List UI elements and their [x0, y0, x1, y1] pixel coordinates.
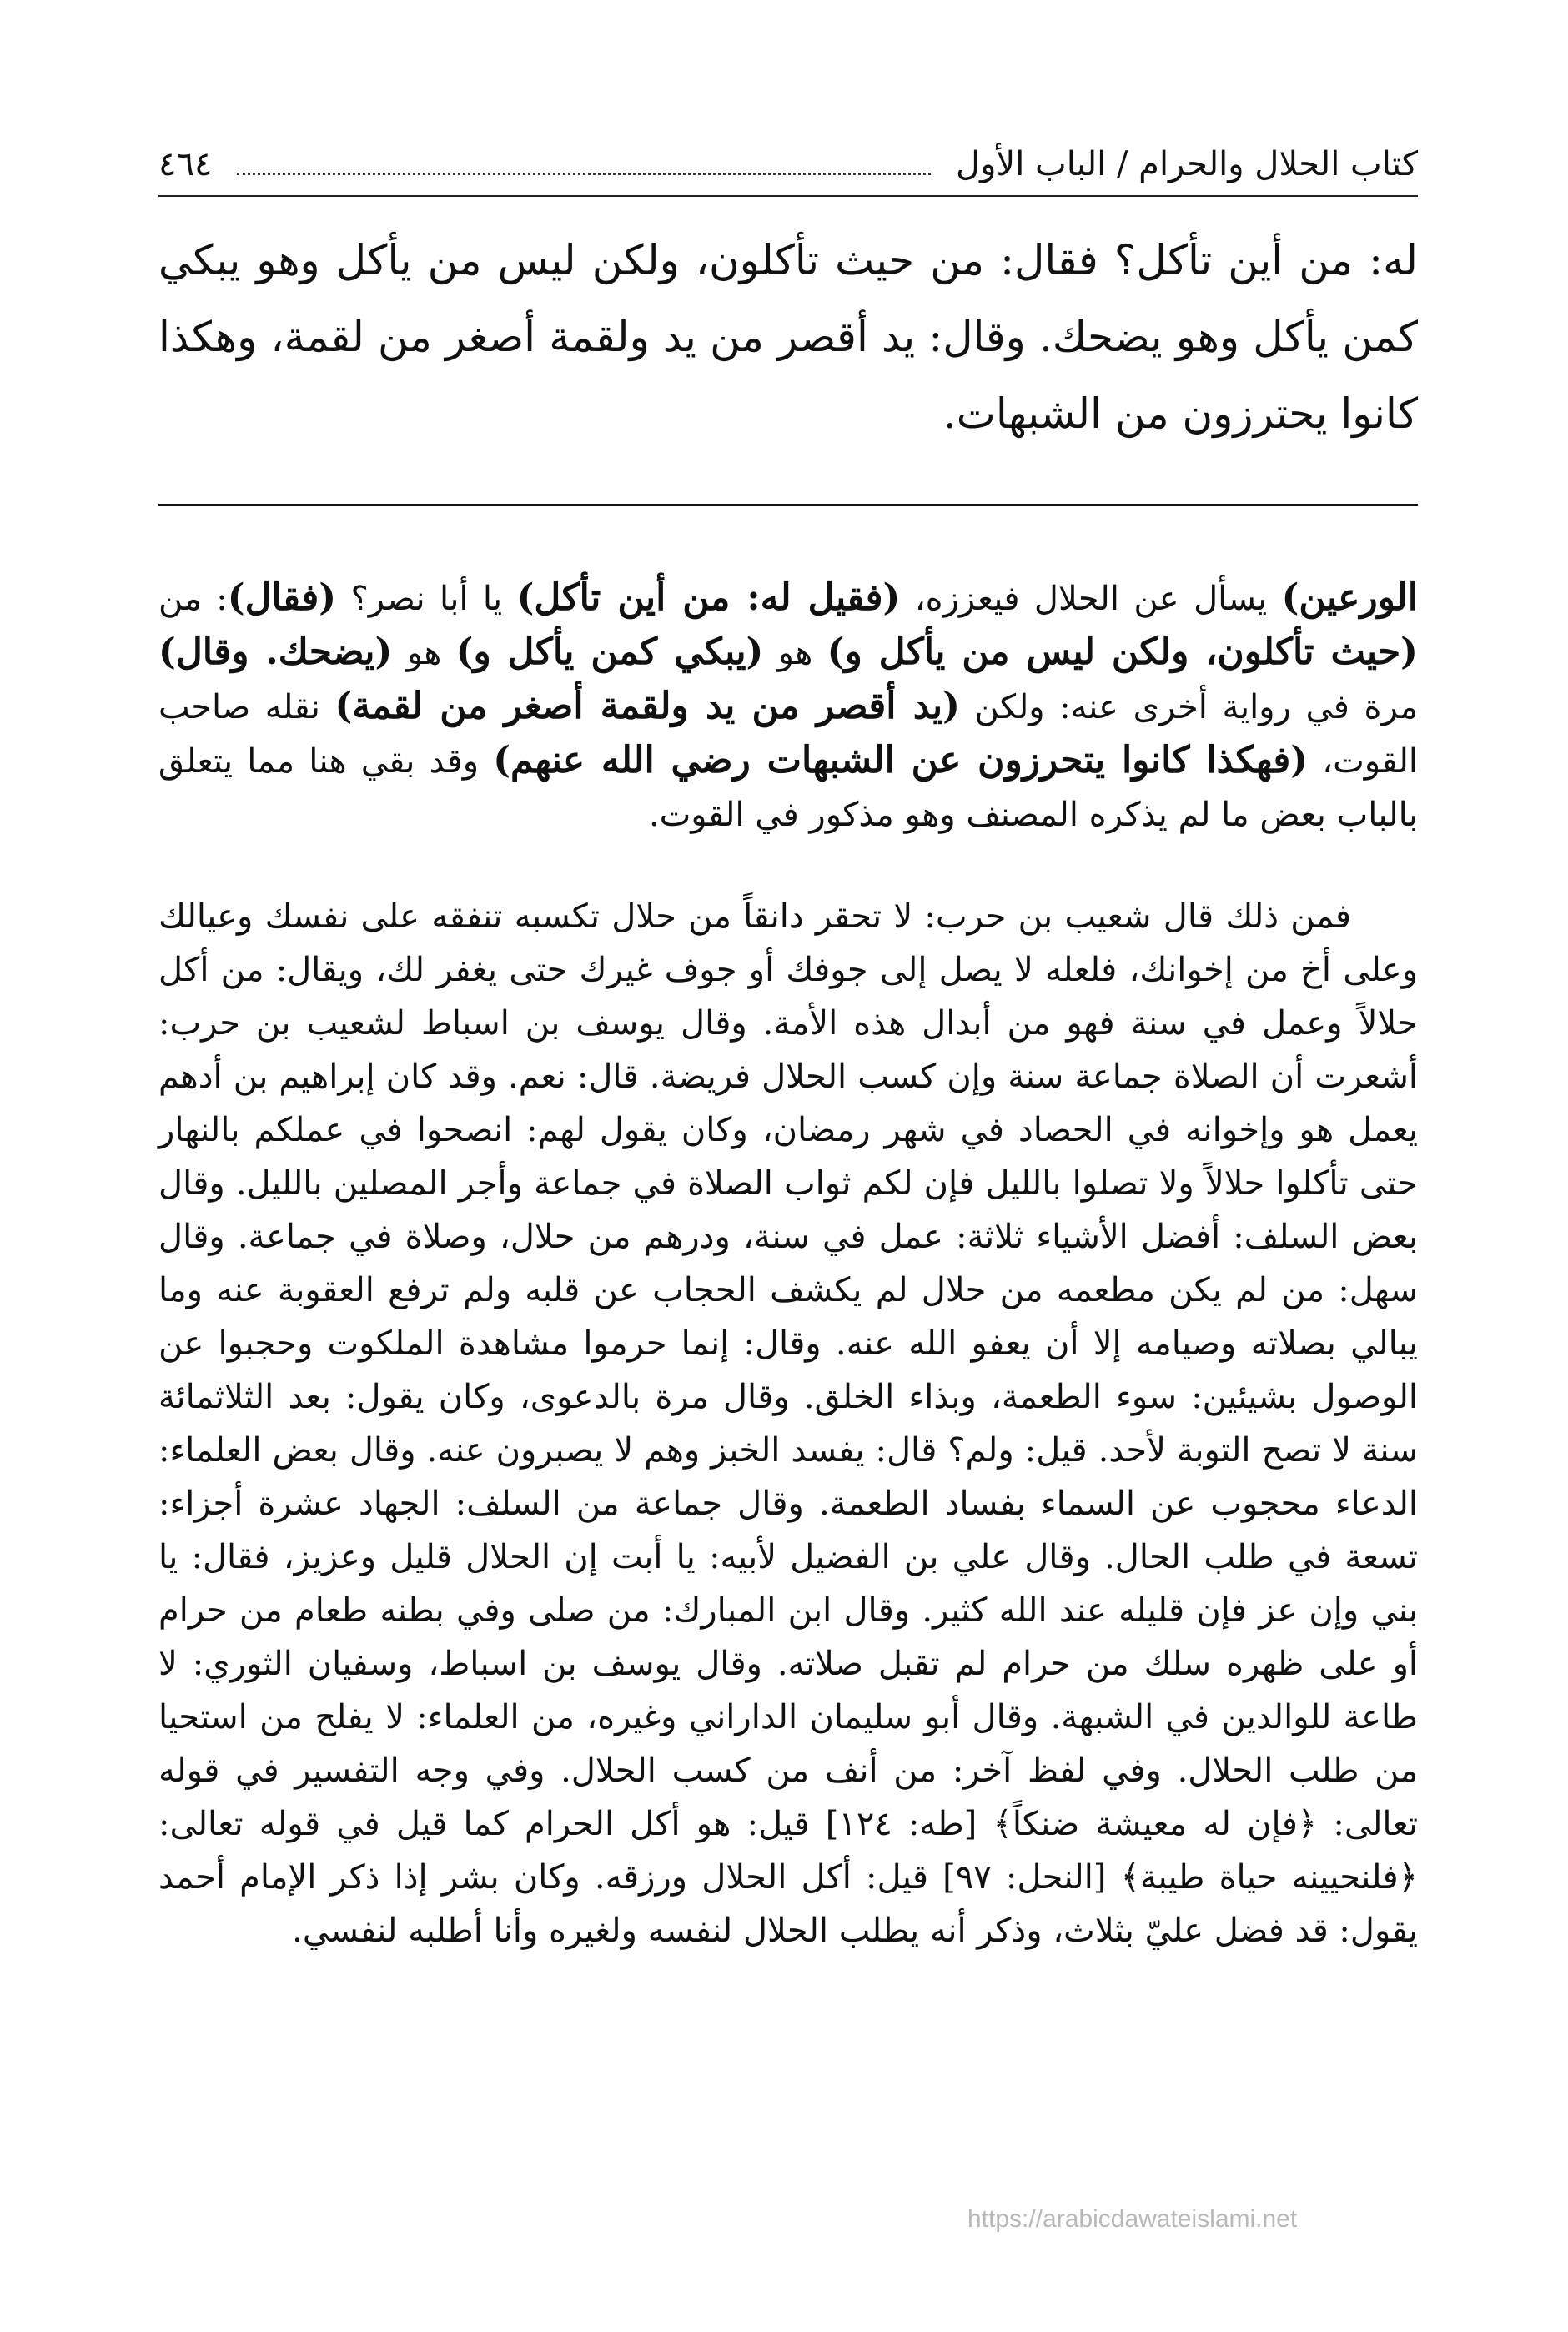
commentary-gloss: وقد بقي هنا مما يتعلق بالباب بعض ما لم يذكره المصنف وهو مذكور في القوت.	[158, 742, 1418, 834]
commentary-quote: (فقيل له: من أين تأكل)	[516, 576, 901, 619]
commentary-paragraph-1	[158, 571, 1418, 842]
commentary	[158, 571, 1418, 1958]
commentary-gloss: يا أبا نصر؟	[336, 580, 517, 618]
commentary-gloss: يسأل عن الحلال فيعززه،	[900, 580, 1282, 618]
page-header	[158, 125, 1418, 197]
commentary-quote: (فهكذا كانوا يتحرزون عن الشبهات رضي الله عنهم)	[493, 739, 1309, 782]
commentary-gloss: نقله صاحب القوت،	[158, 688, 1418, 781]
main-text: له: من أين تأكل؟ فقال: من حيث تأكلون، ولكن ليس من يأكل وهو يبكي كمن يأكل وهو يضحك. وقال: يد أقصر من يد ولقمة أصغر من لقمة، وهكذا كانوا يحترزون من الشبهات.	[158, 236, 1418, 438]
commentary-gloss: هو	[392, 634, 456, 672]
header-leader-dots	[237, 172, 931, 175]
commentary-quote: الورعين)	[1281, 576, 1419, 619]
commentary-quote: (يد أقصر من يد ولقمة أصغر من لقمة)	[334, 685, 960, 727]
commentary-gloss: هو	[763, 634, 827, 672]
commentary-quote: (حيث تأكلون، ولكن ليس من يأكل و)	[827, 631, 1418, 673]
commentary-quote: (يضحك. وقال)	[158, 631, 393, 673]
running-title: كتاب الحلال والحرام / الباب الأول	[956, 145, 1418, 183]
separator-rule	[158, 504, 1418, 506]
commentary-gloss: مرة في رواية أخرى عنه: ولكن	[959, 688, 1418, 726]
commentary-paragraph-2: فمن ذلك قال شعيب بن حرب: لا تحقر دانقاً من حلال تكسبه تنفقه على نفسك وعيالك وعلى أخ من إخوانك، فلعله لا يصل إلى جوفك أو جوف غيرك حتى يغفر لك، ويقال: من أكل حلالاً وعمل في سنة فهو من أبدال هذه الأمة. وقال يوسف بن اسباط لشعيب بن حرب: أشعرت أن الصلاة جماعة سنة وإن كسب الحلال فريضة. قال: نعم. وقد كان إبراهيم بن أدهم يعمل هو وإخوانه في الحصاد في شهر رمضان، وكان يقول لهم: انصحوا في عملكم بالنهار حتى تأكلوا حلالاً ولا تصلوا بالليل فإن لكم ثواب الصلاة في جماعة وأجر المصلين بالليل. وقال بعض السلف: أفضل الأشياء ثلاثة: عمل في سنة، ودرهم من حلال، وصلاة في جماعة. وقال سهل: من لم يكن مطعمه من حلال لم يكشف الحجاب عن قلبه ولم ترفع العقوبة عنه وما يبالي بصلاته وصيامه إلا أن يعفو الله عنه. وقال: إنما حرموا مشاهدة الملكوت وحجبوا عن الوصول بشيئين: سوء الطعمة، وبذاء الخلق. وقال مرة بالدعوى، وكان يقول: بعد الثلاثمائة سنة لا تصح التوبة لأحد. قيل: ولم؟ قال: يفسد الخبز وهم لا يصبرون عنه. وقال بعض العلماء: الدعاء محجوب عن السماء بفساد الطعمة. وقال جماعة من السلف: الجهاد عشرة أجزاء: تسعة في طلب الحال. وقال علي بن الفضيل لأبيه: يا أبت إن الحلال قليل وعزيز، فقال: يا بني وإن عز فإن قليله عند الله كثير. وقال ابن المبارك: من صلى وفي بطنه طعام من حرام أو على ظهره سلك من حرام لم تقبل صلاته. وقال يوسف بن اسباط، وسفيان الثوري: لا طاعة للوالدين في الشبهة. وقال أبو سليمان الداراني وغيره، من العلماء: لا يفلح من استحيا من طلب الحلال. وفي لفظ آخر: من أنف من كسب الحلال. وفي وجه التفسير في قوله تعالى: ﴿فإن له معيشة ضنكاً﴾ [طه: ١٢٤] قيل: هو أكل الحرام كما قيل في قوله تعالى: ﴿فلنحيينه حياة طيبة﴾ [النحل: ٩٧] قيل: أكل الحلال ورزقه. وكان بشر إذا ذكر الإمام أحمد يقول: قد فضل عليّ بثلاث، وذكر أنه يطلب الحلال لنفسه ولغيره وأنا أطلبه لنفسي.	[158, 897, 1418, 1950]
commentary-gloss: : من	[158, 580, 228, 618]
paragraph-gap	[158, 842, 1418, 890]
watermark-url: https://arabicdawateislami.net	[967, 2205, 1298, 2233]
book-page	[158, 125, 1418, 2260]
commentary-quote: (يبكي كمن يأكل و)	[455, 631, 764, 673]
page-number: ٤٦٤	[158, 145, 213, 183]
commentary-quote: (فقال)	[227, 576, 337, 619]
